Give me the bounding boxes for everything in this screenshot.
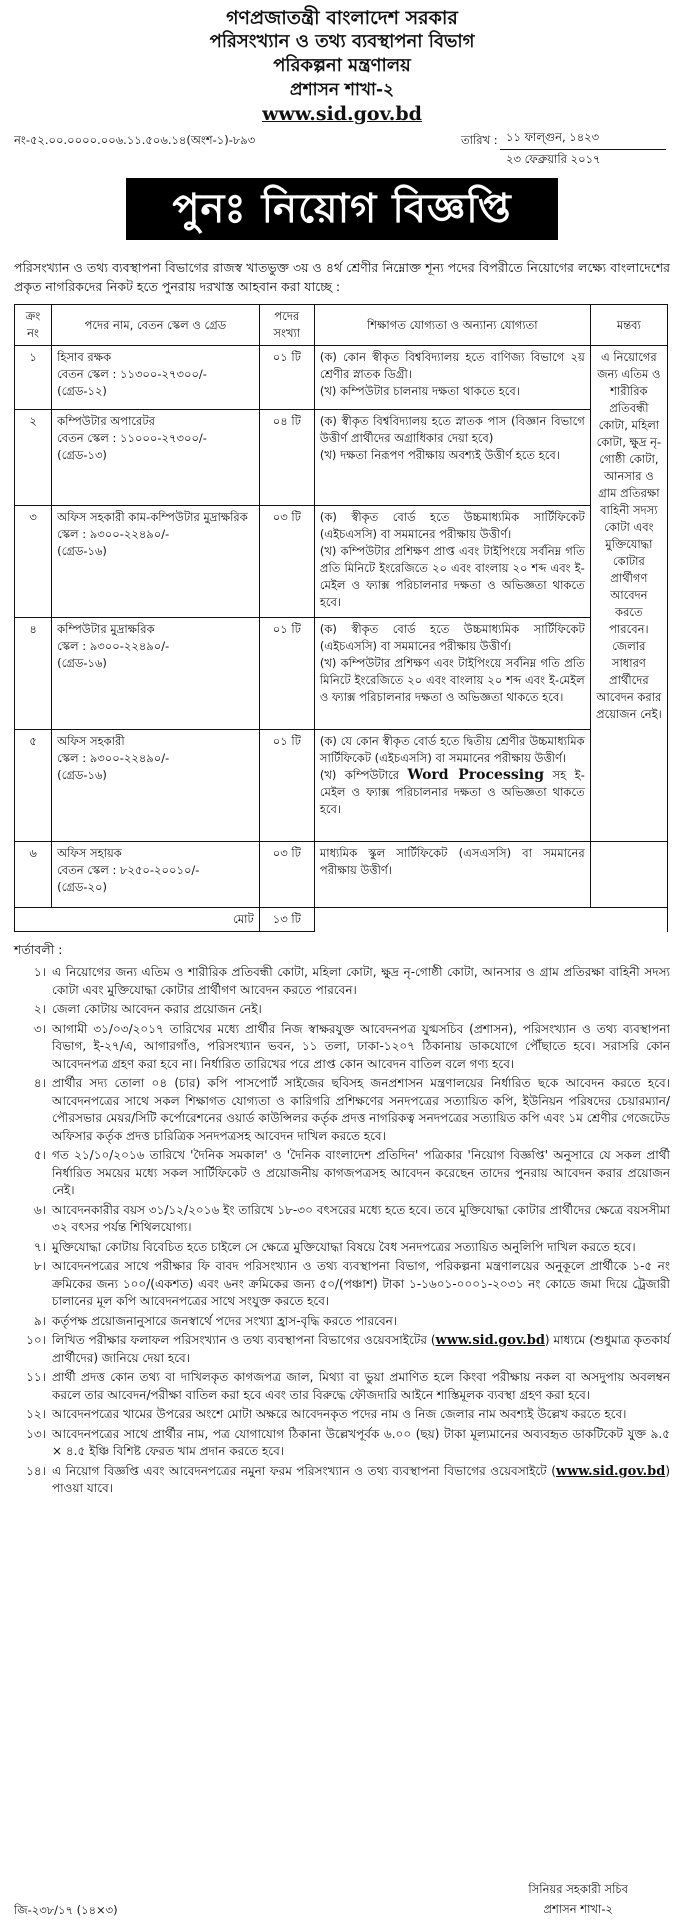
condition-number: ১৩।	[26, 1426, 46, 1441]
qualification-text: (খ) কম্পিউটারে	[319, 768, 408, 782]
post-count: ০১ টি	[259, 346, 314, 410]
footer	[14, 1879, 670, 1923]
print-code: জি-২৩৮/১৭ (১৪×৩)	[14, 1903, 118, 1917]
condition-number: ১১।	[26, 1370, 46, 1384]
condition-number: ৩।	[33, 1021, 46, 1036]
pay-scale: বেতন স্কেল : ১১৩০০-২৭৩০০/-	[57, 367, 207, 381]
notice-page	[14, 6, 670, 1923]
list-item	[14, 1332, 670, 1367]
condition-number: ২।	[33, 1002, 46, 1016]
condition-text: এ নিয়োগের জন্য এতিম ও শারীরিক প্রতিবন্ধী কোটা, মহিলা কোটা, ক্ষুদ্র নৃ-গোষ্ঠী কোটা, আনসার ও গ্রাম প্রতিরক্ষা বাহিনী সদস্য কোটা এবং মুক্তিযোদ্ধা কোটার প্রার্থীগণ আবেদন করতে পারবেন।	[52, 965, 670, 997]
letterhead	[14, 6, 670, 126]
qualification-line: (ক) স্বীকৃত বোর্ড হতে উচ্চমাধ্যমিক সার্টিফিকেট (এইচএসসি) বা সমমানের পরীক্ষায় উত্তীর্ণ।	[319, 622, 585, 653]
row-post	[52, 410, 260, 506]
conditions-title: শর্তাবলী :	[14, 942, 63, 957]
pay-scale: বেতন স্কেল : ১১০০০-২৭৩০০/-	[57, 431, 207, 445]
remarks-empty	[590, 842, 667, 908]
post-name: কম্পিউটার মুদ্রাক্ষরিক	[57, 622, 155, 636]
signatory-title: সিনিয়র সহকারী সচিব	[528, 1882, 628, 1896]
row-qualification	[314, 618, 590, 730]
post-name: অফিস সহকারী	[57, 734, 125, 748]
condition-number: ১২।	[26, 1407, 46, 1421]
total-count: ১৩ টি	[259, 908, 314, 932]
table-row	[15, 346, 668, 410]
remarks-cell: এ নিয়োগের জন্য এতিম ও শারীরিক প্রতিবন্ধী কোটা, মহিলা কোটা, ক্ষুদ্র নৃ-গোষ্ঠী কোটা, আনসার ও গ্রাম প্রতিরক্ষা বাহিনী সদস্য কোটা এবং মুক্তিযোদ্ধা কোটার প্রার্থীগণ আবেদন করতে পারবেন। জেলার সাধারণ প্রার্থীদের আবেদন করার প্রয়োজন নেই।	[590, 346, 667, 842]
condition-number: ১০।	[26, 1333, 46, 1347]
qualification-line: (ক) যে কোন স্বীকৃত বোর্ড হতে দ্বিতীয় শ্রেণীর উচ্চমাধ্যমিক সার্টিফিকেট (এইচএসসি) বা সমমানের পরীক্ষায় উত্তীর্ণ।	[319, 734, 585, 765]
website-link[interactable]: www.sid.gov.bd	[555, 1463, 666, 1479]
intro-paragraph: পরিসংখ্যান ও তথ্য ব্যবস্থাপনা বিভাগের রাজস্ব খাতভুক্ত ৩য় ও ৪র্থ শ্রেণীর নিম্নোক্ত শূন্য পদের বিপরীতে নিয়োগের লক্ষ্যে বাংলাদেশের প্রকৃত নাগরিকদের নিকট হতে পুনরায় দরখাস্ত আহবান করা যাচ্ছে :	[14, 260, 670, 294]
memo-number: নং-৫২.০০.০০০০.০০৬.১১.৫০৬.১৪(অংশ-১)-৮৯৩	[14, 133, 256, 147]
row-serial: ৪	[15, 618, 52, 730]
qualification-line: (ক) স্বীকৃত বিশ্ববিদ্যালয় হতে স্নাতক পাস (বিজ্ঞান বিভাগে উত্তীর্ণ প্রার্থীদের অগ্রাধিকার দেয়া হবে)	[319, 414, 585, 445]
post-count: ০১ টি	[259, 618, 314, 730]
total-row	[15, 908, 668, 932]
condition-text: কর্তৃপক্ষ প্রয়োজনানুসারে জনস্বার্থে পদের সংখ্যা হ্রাস-বৃদ্ধি করতে পারবেন।	[52, 1313, 398, 1328]
row-qualification	[314, 842, 590, 908]
condition-text: প্রার্থী প্রদত্ত কোন তথ্য বা দাখিলকৃত কাগজপত্র জাল, মিথ্যা বা ভুয়া প্রমাণিত হলে কিংবা পরীক্ষায় নকল বা অসদুপায় অবলম্বন করলে তার আবেদন/পরীক্ষা বাতিল করা হবে এবং তার বিরুদ্ধে ফৌজদারি আইনে শাস্তিমূলক ব্যবস্থা গ্রহণ করা হবে।	[52, 1370, 670, 1402]
post-name: অফিস সহকারী কাম-কম্পিউটার মুদ্রাক্ষরিক	[57, 510, 248, 524]
signature-block	[528, 1879, 628, 1919]
condition-text	[52, 1332, 670, 1367]
list-item	[14, 1021, 670, 1074]
total-label: মোট	[15, 908, 260, 932]
post-count: ০৩ টি	[259, 842, 314, 908]
qualification-line: (খ) কম্পিউটার প্রশিক্ষণ এবং টাইপিংয়ে সর্বনিম্ন গতি প্রতি মিনিটে ইংরেজিতে ২০ এবং বাংলায় ২০ শব্দ এবং ই-মেইল ও ফ্যাক্স পরিচালনার দক্ষতা ও অভিজ্ঞতা থাকতে হবে।	[319, 656, 585, 704]
post-count: ০১ টি	[259, 730, 314, 842]
condition-number: ৪।	[33, 1076, 46, 1090]
post-name: অফিস সহায়ক	[57, 846, 122, 860]
table-row	[15, 842, 668, 908]
list-item	[14, 1369, 670, 1404]
qualification-line: (খ) কম্পিউটার চালনায় দক্ষতা থাকতে হবে।	[319, 384, 520, 398]
list-item	[14, 1075, 670, 1145]
qualification-line: (খ) কম্পিউটার প্রশিক্ষণ প্রাপ্ত এবং টাইপিংয়ে সর্বনিম্ন গতি প্রতি মিনিটে ইংরেজিতে ২০ এবং বাংলায় ২০ শব্দ এবং ই-মেইল ও ফ্যাক্স পরিচালনার দক্ষতা ও অভিজ্ঞতা থাকতে হবে।	[319, 544, 585, 609]
list-item	[14, 1258, 670, 1311]
condition-text: জেলা কোটায় আবেদন করার প্রয়োজন নেই।	[52, 1002, 262, 1016]
table-row	[15, 730, 668, 842]
row-post	[52, 346, 260, 410]
post-count: ০৩ টি	[259, 506, 314, 618]
condition-text: আবেদনকারীর বয়স ৩১/১২/২০১৬ ইং তারিখে ১৮-৩০ বৎসরের মধ্যে হতে হবে। তবে মুক্তিযোদ্ধা কোটার প্রার্থীদের ক্ষেত্রে বয়সসীমা ৩২ বৎসর পর্যন্ত শিথিলযোগ্য।	[52, 1202, 670, 1234]
signatory-branch: প্রশাসন শাখা-২	[543, 1902, 613, 1916]
grade: (গ্রেড-১৬)	[57, 656, 107, 670]
word-processing-text: Word Processing	[407, 767, 545, 783]
table-row	[15, 618, 668, 730]
condition-number: ৭।	[33, 1239, 46, 1254]
grade: (গ্রেড-১২)	[57, 384, 107, 398]
list-item	[14, 1426, 670, 1461]
website-link[interactable]: www.sid.gov.bd	[262, 103, 422, 125]
qualification-line: (ক) কোন স্বীকৃত বিশ্ববিদ্যালয় হতে বাণিজ্য বিভাগে ২য় শ্রেণীর স্নাতক ডিগ্রী।	[319, 350, 585, 381]
row-post	[52, 730, 260, 842]
condition-text: আবেদনপত্রের খামের উপরের অংশে মোটা অক্ষরে আবেদনকৃত পদের নাম ও নিজ জেলার নাম অবশ্যই উল্লেখ করতে হবে।	[52, 1407, 627, 1421]
header-qualification: শিক্ষাগত যোগ্যতা ও অন্যান্য যোগ্যতা	[314, 305, 590, 346]
condition-number: ৫।	[33, 1148, 46, 1162]
row-serial: ১	[15, 346, 52, 410]
list-item	[14, 1463, 670, 1498]
govt-name: গণপ্রজাতন্ত্রী বাংলাদেশ সরকার	[226, 7, 458, 29]
condition-text: প্রার্থীর সদ্য তোলা ০৪ (চার) কপি পাসপোর্ট সাইজের ছবিসহ জনপ্রশাসন মন্ত্রণালয়ের নির্ধারিত ছকে আবেদন করতে হবে। আবেদনপত্রের সাথে সকল শিক্ষাগত যোগ্যতা ও কারিগরি প্রশিক্ষণের সনদপত্রের সত্যায়িত কপি, ইউনিয়ন পরিষদের চেয়ারম্যান/পৌরসভার মেয়র/সিটি কর্পোরেশনের ওয়ার্ড কাউন্সিলর কর্তৃক প্রদত্ত নাগরিকত্ব সনদপত্রের সত্যায়িত কপি এবং ১ম শ্রেণীর গেজেটেড অফিসার কর্তৃক প্রদত্ত চারিত্রিক সনদপত্রসহ আবেদন দাখিল করতে হবে।	[52, 1076, 670, 1143]
list-item	[14, 1001, 670, 1019]
conditions-list	[14, 964, 670, 1498]
vacancy-table	[14, 304, 668, 932]
list-item	[14, 1147, 670, 1200]
row-serial: ২	[15, 410, 52, 506]
row-qualification	[314, 730, 590, 842]
notice-title: পুনঃ নিয়োগ বিজ্ঞপ্তি	[126, 178, 558, 240]
condition-number: ১৪।	[26, 1463, 46, 1478]
list-item	[14, 1202, 670, 1237]
condition-number: ১।	[33, 965, 46, 979]
row-qualification	[314, 506, 590, 618]
pay-scale: স্কেল : ৯৩০০-২২৪৯০/-	[57, 751, 170, 765]
reference-line	[14, 128, 670, 172]
pay-scale: স্কেল : ৯৩০০-২২৪৯০/-	[57, 639, 170, 653]
row-serial: ৩	[15, 506, 52, 618]
ministry-name: পরিকল্পনা মন্ত্রণালয়	[273, 55, 411, 76]
pay-scale: বেতন স্কেল : ৮২৫০-২০০১০/-	[57, 863, 200, 877]
table-row	[15, 506, 668, 618]
grade: (গ্রেড-১৬)	[57, 768, 107, 782]
condition-text-part: এ নিয়োগ বিজ্ঞপ্তি এবং আবেদনপত্রের নমুনা ফরম পরিসংখ্যান ও তথ্য ব্যবস্থাপনা বিভাগের ওয়েবসাইটে (	[52, 1463, 556, 1478]
total-blank	[590, 908, 667, 932]
list-item	[14, 1313, 670, 1331]
row-serial: ৫	[15, 730, 52, 842]
total-blank	[314, 908, 590, 932]
qualification-line	[320, 767, 585, 818]
date-box	[500, 128, 666, 171]
date-label: তারিখ :	[461, 133, 498, 147]
date-english: ২৩ ফেব্রুয়ারি ২০১৭	[506, 152, 601, 166]
grade: (গ্রেড-১৩)	[57, 448, 107, 462]
condition-text-part: ) পাওয়া যাবে।	[52, 1463, 670, 1495]
header-serial: ক্রং নং	[15, 305, 52, 346]
website-link[interactable]: www.sid.gov.bd	[435, 1333, 545, 1348]
condition-text: আবেদনপত্রের সাথে প্রার্থীর নাম, পত্র যোগাযোগ ঠিকানা উল্লেখপূর্বক ৬.০০ (ছয়) টাকা মূল্যমানের অব্যবহৃত ডাকটিকেট যুক্ত ৯.৫ × ৪.৫ ইঞ্চি বিশিষ্ট ফেরত খাম প্রদান করতে হবে।	[52, 1426, 670, 1458]
row-post	[52, 842, 260, 908]
list-item	[14, 1239, 670, 1257]
list-item	[14, 964, 670, 999]
row-post	[52, 618, 260, 730]
table-header-row	[15, 305, 668, 346]
header-post: পদের নাম, বেতন স্কেল ও গ্রেড	[52, 305, 260, 346]
condition-text: মুক্তিযোদ্ধা কোটায় বিবেচিত হতে চাইলে সে ক্ষেত্রে মুক্তিযোদ্ধা বিষয়ে বৈধ সনদপত্রের সত্যায়িত অনুলিপি দাখিল করতে হবে।	[52, 1239, 636, 1254]
row-qualification	[314, 410, 590, 506]
qualification-line: (খ) দক্ষতা নিরূপণ পরীক্ষায় অবশ্যই উত্তীর্ণ হতে হবে।	[319, 448, 560, 462]
condition-text: আবেদনপত্রের সাথে পরীক্ষার ফি বাবদ পরিসংখ্যান ও তথ্য ব্যবস্থাপনা বিভাগ, পরিকল্পনা মন্ত্রণালয়ের অনুকূলে প্রার্থীকে ১-৫ নং ক্রমিকের জন্য ১০০/(একশত) এবং ৬নং ক্রমিকের জন্য ৫০/(পঞ্চাশ) টাকা ১-১৬০১-০০০১-২০৩১ নং কোডে জমা দিয়ে ট্রেজারী চালানের মূল কপি আবেদনপত্রের সাথে সংযুক্ত করতে হবে।	[52, 1259, 670, 1308]
condition-text: আগামী ৩১/০৩/২০১৭ তারিখের মধ্যে প্রার্থীর নিজ স্বাক্ষরযুক্ত আবেদনপত্র যুগ্মসচিব (প্রশাসন), পরিসংখ্যান ও তথ্য ব্যবস্থাপনা বিভাগ, ই-২৭/এ, আগারগাঁও, পরিসংখ্যান ভবন, ১১ তলা, ঢাকা-১২০৭ ঠিকানায় ডাকযোগে পৌঁছাতে হবে। সরাসরি কোন আবেদনপত্র গ্রহণ করা হবে না। নির্ধারিত তারিখের পরে প্রাপ্ত কোন আবেদন বাতিল বলে গণ্য হবে।	[52, 1021, 670, 1071]
row-qualification	[314, 346, 590, 410]
condition-text	[52, 1463, 670, 1498]
grade: (গ্রেড-২০)	[57, 880, 107, 894]
condition-number: ৯।	[33, 1313, 46, 1328]
date-bangla: ১১ ফাল্গুন, ১৪২৩	[500, 128, 666, 150]
header-count: পদের সংখ্যা	[259, 305, 314, 346]
pay-scale: স্কেল : ৯৩০০-২২৪৯০/-	[57, 527, 170, 541]
condition-number: ৮।	[33, 1259, 46, 1273]
division-name: পরিসংখ্যান ও তথ্য ব্যবস্থাপনা বিভাগ	[209, 31, 475, 52]
table-row	[15, 410, 668, 506]
qualification-line: (ক) স্বীকৃত বোর্ড হতে উচ্চমাধ্যমিক সার্টিফিকেট (এইচএসসি) বা সমমানের পরীক্ষায় উত্তীর্ণ।	[319, 510, 585, 541]
qualification-line: মাধ্যমিক স্কুল সার্টিফিকেট (এসএসসি) বা সমমানের পরীক্ষায় উত্তীর্ণ।	[319, 846, 585, 877]
qualification-text: সহ ই-মেইল ও ফ্যাক্স পরিচালনার দক্ষতা ও অভিজ্ঞতা থাকতে হবে।	[319, 768, 585, 816]
condition-text-part: লিখিত পরীক্ষার ফলাফল পরিসংখ্যান ও তথ্য ব্যবস্থাপনা বিভাগের ওয়েবসাইটের (	[52, 1333, 436, 1347]
post-name: হিসাব রক্ষক	[57, 350, 112, 364]
condition-text-part: ) মাধ্যমে (শুধুমাত্র কৃতকার্য প্রার্থীদের) জানিয়ে দেয়া হবে।	[52, 1333, 670, 1365]
grade: (গ্রেড-১৬)	[57, 544, 107, 558]
branch-name: প্রশাসন শাখা-২	[289, 80, 395, 100]
row-serial: ৬	[15, 842, 52, 908]
header-remarks: মন্তব্য	[590, 305, 667, 346]
condition-number: ৬।	[33, 1202, 46, 1217]
post-name: কম্পিউটার অপারেটর	[57, 414, 155, 428]
condition-text: গত ২১/১০/২০১৬ তারিখে 'দৈনিক সমকাল' ও 'দৈনিক বাংলাদেশ প্রতিদিন' পত্রিকার 'নিয়োগ বিজ্ঞপ্তি' অনুসারে যে সকল প্রার্থী নির্ধারিত সময়ের মধ্যে সকল সার্টিফিকেট ও প্রয়োজনীয় কাগজপত্রসহ আবেদন করেছেন তাদের পুনরায় আবেদন করার প্রয়োজন নেই।	[52, 1148, 670, 1197]
post-count: ০৪ টি	[259, 410, 314, 506]
row-post	[52, 506, 260, 618]
list-item	[14, 1406, 670, 1424]
